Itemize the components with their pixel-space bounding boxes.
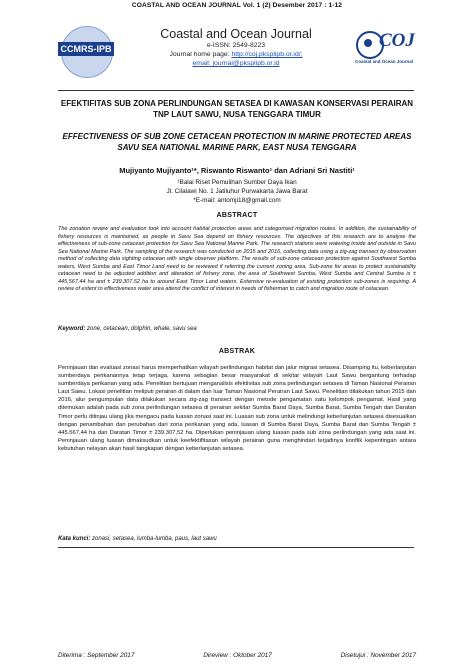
- reviewed-date: Direview : Oktober 2017: [203, 652, 272, 659]
- abstrak-body: Peninjauan dan evaluasi zonasi harus memperhatikan wilayah perlindungan habitat dan jalur migrasi setasea. Disamping itu, keberlanjutan sumberdaya perikanannya tetap terjaga, karena sebagian besar masyarakat di sekitar wilayah Laut Sawu bergantung terhadap sumberdaya perikanan yang ada. Penelitian bertujuan menganalisis efektivitas sub zona perlindungan setasea di Taman Nasional Perairan Laut Sawu. Lokasi penelitian meliputi perairan di dalam dan luar Taman Nasional Perairan Laut Sawu. Penelitian dilakukan tahun 2015 dan 2016, alur pengumpulan data dilakukan secara zig-zag transect dengan metode pengamatan satu kelompok pengamat. Hasil yang ditemukan adalah pada sub zona perlindungan setasea di perairan sekitar Sumba Barat Daya, Sumba Barat, Sumba Tengah dan Daratan Timor perlu ditinjau ulang jika mengacu pada luasan zonasi saat ini. Luasan sub zona untuk melindungi keberlanjutan setasea disesuaikan dengan penambahan dan perubahan dari zona perikanan yang ada, luasan di Sumba Barat Daya, Sumba Barat dan Sumba Tengah ± 445.567,44 ha dan Daratan Timor ± 239.307,52 ha. Diperlukan peninjauan ulang luasan pada sub zona perlindungan yang ada saat ini. Peninjauan ulang luasan dimaksudkan untuk keefektifitasan wilayah perairan guna menghindari terjadinya konflik kepentingan antara kebutuhan nelayan akan hasil tangkapan dengan keberlanjutan setasea.: [58, 365, 416, 452]
- title-indonesian: EFEKTIFITAS SUB ZONA PERLINDUNGAN SETASEA DI KAWASAN KONSERVASI PERAIRAN TNP LAUT SAWU, NUSA TENGGARA TIMUR: [60, 99, 414, 119]
- affiliation-email: *E-mail: antomji18@gmail.com: [193, 197, 281, 204]
- keywords-text: zone, cetacean, dolphin, whale, savu sea: [85, 326, 197, 332]
- title-english: EFFECTIVENESS OF SUB ZONE CETACEAN PROTECTION IN MARINE PROTECTED AREAS SAVU SEA NATIONAL MARINE PARK, EAST NUSA TENGGARA: [62, 132, 412, 152]
- coj-logo: [354, 25, 414, 83]
- keywords-label: Keyword:: [58, 326, 86, 332]
- coj-logo-text: COJ: [379, 30, 415, 51]
- kata-kunci-label: Kata kunci:: [58, 536, 91, 542]
- affiliation-address: Jl. Cilalawi No. 1 Jatiluhur Purwakarta Jawa Barat: [166, 188, 308, 195]
- abstract-heading: ABSTRACT: [216, 212, 258, 219]
- header-divider: [58, 90, 414, 91]
- ccmrs-ipb-logo: [58, 25, 114, 83]
- homepage-line: [122, 50, 350, 59]
- kata-kunci: [58, 536, 416, 542]
- journal-title: Coastal and Ocean Journal: [160, 27, 312, 41]
- abstrak-heading: ABSTRAK: [218, 348, 256, 355]
- journal-header: [58, 25, 414, 87]
- journal-info: [122, 25, 350, 68]
- abstract-body: The zonation review and evaluation took into account habitat protection areas and categorised migration routes. In addition, the sustainability of fishery resources is maintained, as people in Savu Sea depend on fishery resources. The objectives of this research are to analyse the effectiveness of sub-zone cetacean protection for Savu Sea National Marine Park. The research stations were watering inside and outside in Savu Sea National Marine Park. The sampling of the research was conducted on 2015 and 2016, collecting data using a zig-zag transect by observation method of collecting data sighting cetacean with single observer platform. The results of sub-zone cetacean protection against Southwest Sumba waters, West Sumba and East Timor Land need to be reviewed if referring the current zoning area. Sub-zone for areas to protect sustainability cetacean need to be adjusted addition and alteration of fishery zone, the area of Southwest Sumba, West Sumba and Central Sumba is ± 445,567.44 ha and ± 239,307.52 ha to around East Timor Land waters. Extensive re-evaluation of existing protection sub-zones is requiring. A review of extent to effectiveness water area attend the conflict of interest in needs of fisherman to catch and migration route of cetacean.: [58, 226, 416, 292]
- received-date: Diterima : September 2017: [58, 652, 135, 659]
- email-line: [122, 59, 350, 68]
- homepage-label: Journal home page:: [169, 51, 232, 58]
- coj-logo-subtitle: Coastal and Ocean Journal: [354, 59, 414, 64]
- eissn: e-ISSN: 2549-8223: [206, 42, 266, 49]
- logo-left-text: CCMRS-IPB: [58, 42, 114, 56]
- running-head: COASTAL AND OCEAN JOURNAL Vol. 1 (2) Desember 2017 : 1-12: [131, 2, 343, 9]
- keywords: [58, 326, 416, 332]
- homepage-link[interactable]: http://coj.pksplipb.or.id/;: [231, 51, 303, 58]
- email-link[interactable]: email: journal@pksplipb.or.id: [192, 60, 280, 67]
- submission-dates: [58, 652, 416, 659]
- affiliation-institute: ¹Balai Riset Pemulihan Sumber Daya Ikan: [177, 179, 297, 186]
- authors: Mujiyanto Mujiyanto¹*, Riswanto Riswanto¹ dan Adriani Sri Nastiti¹: [119, 166, 355, 175]
- keywords-divider: [58, 547, 414, 548]
- kata-kunci-text: zonasi, setasea, lumba-lumba, paus, laut sawu: [90, 536, 217, 542]
- accepted-date: Disetujui : November 2017: [340, 652, 416, 659]
